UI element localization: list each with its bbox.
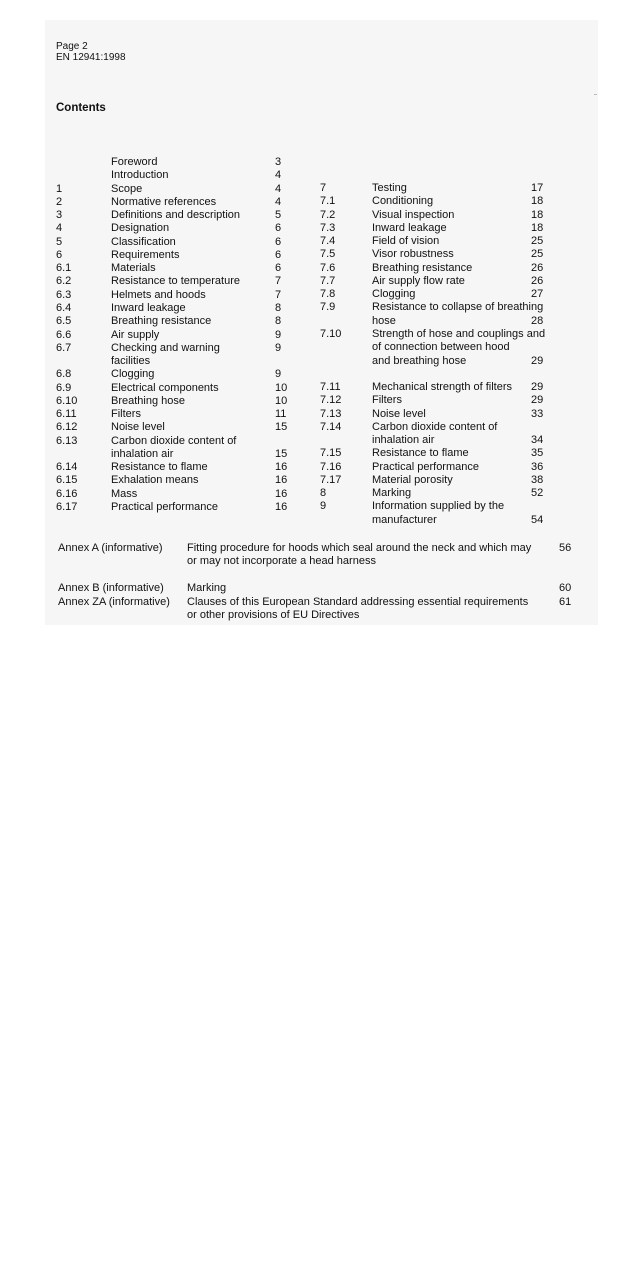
toc-section-title: Marking [372, 487, 412, 499]
toc-section-number: 6.12 [56, 421, 78, 433]
page-number: Page 2 [56, 41, 88, 52]
toc-page-number: 15 [275, 448, 288, 460]
toc-section-number: 7.5 [320, 248, 336, 260]
toc-page-number: 6 [275, 222, 282, 234]
toc-section-number: 6.1 [56, 262, 72, 274]
toc-section-title: Noise level [111, 421, 165, 433]
toc-section-number: 2 [56, 196, 63, 208]
toc-page-number: 10 [275, 382, 288, 394]
toc-section-title: Requirements [111, 249, 180, 261]
annex-label: Annex A (informative) [58, 542, 163, 554]
toc-section-number: 7.13 [320, 408, 342, 420]
toc-section-title: Normative references [111, 196, 217, 208]
toc-section-number: 6.17 [56, 501, 78, 513]
scan-speck [594, 94, 597, 95]
annex-page-number: 56 [559, 542, 572, 554]
toc-section-title: Helmets and hoods [111, 289, 206, 301]
toc-page-number: 33 [531, 408, 544, 420]
toc-section-title: Scope [111, 183, 143, 195]
toc-section-number: 6.3 [56, 289, 72, 301]
annex-description: or other provisions of EU Directives [187, 609, 360, 621]
toc-page-number: 16 [275, 474, 288, 486]
toc-section-number: 6.14 [56, 461, 78, 473]
toc-section-number: 7 [320, 182, 327, 194]
toc-section-number: 7.17 [320, 474, 342, 486]
toc-section-title: Visor robustness [372, 248, 454, 260]
toc-section-number: 5 [56, 236, 63, 248]
annex-page-number: 60 [559, 582, 572, 594]
toc-section-title: manufacturer [372, 514, 437, 526]
toc-section-number: 6.7 [56, 342, 72, 354]
page-title: Contents [56, 102, 106, 114]
toc-section-number: 7.14 [320, 421, 342, 433]
toc-page-number: 7 [275, 275, 282, 287]
toc-section-title: Air supply flow rate [372, 275, 465, 287]
toc-section-number: 6.10 [56, 395, 78, 407]
toc-section-title: Designation [111, 222, 170, 234]
toc-section-number: 7.12 [320, 394, 342, 406]
toc-section-title: Conditioning [372, 195, 434, 207]
toc-section-title: hose [372, 315, 396, 327]
toc-page-number: 8 [275, 302, 282, 314]
toc-section-title: Material porosity [372, 474, 453, 486]
toc-page-number: 26 [531, 262, 544, 274]
toc-section-title: inhalation air [372, 434, 435, 446]
toc-section-title: Resistance to flame [111, 461, 208, 473]
toc-section-title: Information supplied by the [372, 500, 505, 512]
annex-description: or may not incorporate a head harness [187, 555, 376, 567]
toc-page-number: 11 [275, 408, 287, 420]
toc-section-number: 9 [320, 500, 327, 512]
toc-page-number: 7 [275, 289, 282, 301]
toc-page-number: 8 [275, 315, 282, 327]
toc-section-title: Mass [111, 488, 138, 500]
toc-page-number: 29 [531, 355, 544, 367]
toc-page-number: 27 [531, 288, 544, 300]
toc-section-number: 6.4 [56, 302, 72, 314]
toc-page-number: 3 [275, 156, 282, 168]
toc-page-number: 34 [531, 434, 544, 446]
toc-page-number: 6 [275, 236, 282, 248]
toc-section-title: Exhalation means [111, 474, 199, 486]
toc-page-number: 29 [531, 381, 544, 393]
toc-page-number: 18 [531, 209, 544, 221]
toc-page-number: 9 [275, 368, 282, 380]
toc-section-number: 7.7 [320, 275, 336, 287]
toc-section-title: Foreword [111, 156, 158, 168]
toc-section-title: Mechanical strength of filters [372, 381, 513, 393]
toc-page-number: 6 [275, 262, 282, 274]
toc-page-number: 10 [275, 395, 288, 407]
toc-section-title: Definitions and description [111, 209, 241, 221]
toc-section-number: 7.6 [320, 262, 336, 274]
toc-section-title: Air supply [111, 329, 160, 341]
toc-section-title: Breathing resistance [111, 315, 212, 327]
toc-section-number: 7.15 [320, 447, 342, 459]
toc-section-number: 6.11 [56, 408, 77, 420]
toc-page-number: 38 [531, 474, 544, 486]
toc-page-number: 6 [275, 249, 282, 261]
toc-section-title: Resistance to flame [372, 447, 469, 459]
toc-section-title: Materials [111, 262, 156, 274]
toc-section-title: Carbon dioxide content of [372, 421, 498, 433]
toc-page-number: 5 [275, 209, 282, 221]
annex-description: Clauses of this European Standard addressing essential requirements [187, 596, 529, 608]
toc-section-number: 7.10 [320, 328, 342, 340]
toc-page-number: 4 [275, 196, 282, 208]
toc-page-number: 16 [275, 461, 288, 473]
toc-section-title: Field of vision [372, 235, 440, 247]
toc-page-number: 28 [531, 315, 544, 327]
annex-description: Fitting procedure for hoods which seal around the neck and which may [187, 542, 532, 554]
toc-page-number: 25 [531, 235, 544, 247]
toc-section-title: Filters [111, 408, 141, 420]
toc-page-number: 35 [531, 447, 544, 459]
toc-section-title: Filters [372, 394, 402, 406]
toc-section-title: Carbon dioxide content of [111, 435, 237, 447]
toc-page-number: 52 [531, 487, 544, 499]
toc-section-title: Inward leakage [372, 222, 447, 234]
standard-id: EN 12941:1998 [56, 52, 126, 63]
toc-section-number: 4 [56, 222, 63, 234]
toc-page-number: 4 [275, 183, 282, 195]
toc-section-number: 6.8 [56, 368, 72, 380]
toc-section-number: 6.13 [56, 435, 78, 447]
toc-section-title: Classification [111, 236, 176, 248]
toc-section-title: Introduction [111, 169, 169, 181]
annex-description: Marking [187, 582, 227, 594]
toc-section-number: 7.3 [320, 222, 336, 234]
toc-page-number: 17 [531, 182, 544, 194]
toc-page-number: 18 [531, 195, 544, 207]
toc-section-title: Resistance to collapse of breathing [372, 301, 544, 313]
toc-section-number: 7.16 [320, 461, 342, 473]
toc-page-number: 16 [275, 488, 288, 500]
toc-section-title: facilities [111, 355, 151, 367]
toc-section-title: Resistance to temperature [111, 275, 241, 287]
toc-section-title: and breathing hose [372, 355, 467, 367]
toc-page-number: 29 [531, 394, 544, 406]
toc-section-title: Practical performance [372, 461, 479, 473]
annex-label: Annex ZA (informative) [58, 596, 170, 608]
annex-page-number: 61 [559, 596, 572, 608]
toc-section-number: 6.2 [56, 275, 72, 287]
toc-section-number: 6.15 [56, 474, 78, 486]
toc-section-title: Practical performance [111, 501, 218, 513]
toc-section-number: 1 [56, 183, 63, 195]
toc-section-number: 7.9 [320, 301, 336, 313]
toc-section-number: 8 [320, 487, 327, 499]
toc-section-title: Testing [372, 182, 407, 194]
toc-page-number: 36 [531, 461, 544, 473]
toc-page-number: 25 [531, 248, 544, 260]
toc-section-title: inhalation air [111, 448, 174, 460]
toc-section-number: 7.4 [320, 235, 336, 247]
toc-section-title: Visual inspection [372, 209, 455, 221]
toc-page-number: 9 [275, 342, 282, 354]
toc-section-title: Strength of hose and couplings and [372, 328, 546, 340]
toc-page-number: 54 [531, 514, 544, 526]
toc-section-number: 6.16 [56, 488, 78, 500]
toc-page-number: 15 [275, 421, 288, 433]
annex-label: Annex B (informative) [58, 582, 164, 594]
toc-section-title: Noise level [372, 408, 426, 420]
toc-page-number: 4 [275, 169, 282, 181]
toc-section-title: Clogging [372, 288, 416, 300]
toc-section-number: 7.1 [320, 195, 336, 207]
toc-section-title: Clogging [111, 368, 155, 380]
toc-page-number: 26 [531, 275, 544, 287]
toc-section-title: Electrical components [111, 382, 219, 394]
toc-section-number: 6.5 [56, 315, 72, 327]
toc-section-title: of connection between hood [372, 341, 510, 353]
toc-page-number: 16 [275, 501, 288, 513]
toc-section-title: Inward leakage [111, 302, 186, 314]
toc-section-number: 6 [56, 249, 63, 261]
toc-section-title: Checking and warning [111, 342, 220, 354]
toc-section-number: 3 [56, 209, 63, 221]
toc-section-title: Breathing resistance [372, 262, 473, 274]
toc-section-number: 7.2 [320, 209, 336, 221]
toc-page-number: 18 [531, 222, 544, 234]
toc-section-number: 7.11 [320, 381, 341, 393]
toc-section-title: Breathing hose [111, 395, 185, 407]
toc-section-number: 6.6 [56, 329, 72, 341]
toc-page-number: 9 [275, 329, 282, 341]
toc-section-number: 6.9 [56, 382, 72, 394]
toc-section-number: 7.8 [320, 288, 336, 300]
